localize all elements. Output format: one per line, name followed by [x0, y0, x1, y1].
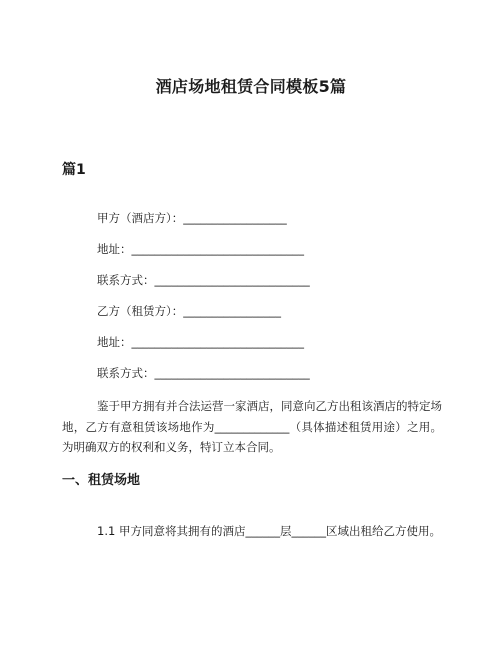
party-a-name-field: 甲方（酒店方）：__________________	[97, 211, 287, 225]
section-heading: 篇1	[62, 162, 86, 178]
party-a-address-field: 地址：______________________________	[97, 242, 304, 256]
party-a-contact-field: 联系方式：___________________________	[97, 273, 310, 287]
document-title: 酒店场地租赁合同模板5篇	[155, 77, 347, 96]
clause-1-1-paragraph: 1.1 甲方同意将其拥有的酒店______层______区域出租给乙方使用。	[97, 524, 441, 538]
party-b-name-field: 乙方（租赁方）：_________________	[97, 304, 281, 318]
intro-paragraph: 鉴于甲方拥有并合法运营一家酒店，同意向乙方出租该酒店的特定场地，乙方有意租赁该场地作为_____________（具体描述租赁用途）之用。为明确双方的权利和义务，特订立本合同。	[62, 399, 442, 454]
party-b-contact-field: 联系方式：___________________________	[97, 366, 310, 380]
party-b-address-field: 地址：______________________________	[97, 335, 304, 349]
clause-heading: 一、租赁场地	[62, 473, 141, 488]
